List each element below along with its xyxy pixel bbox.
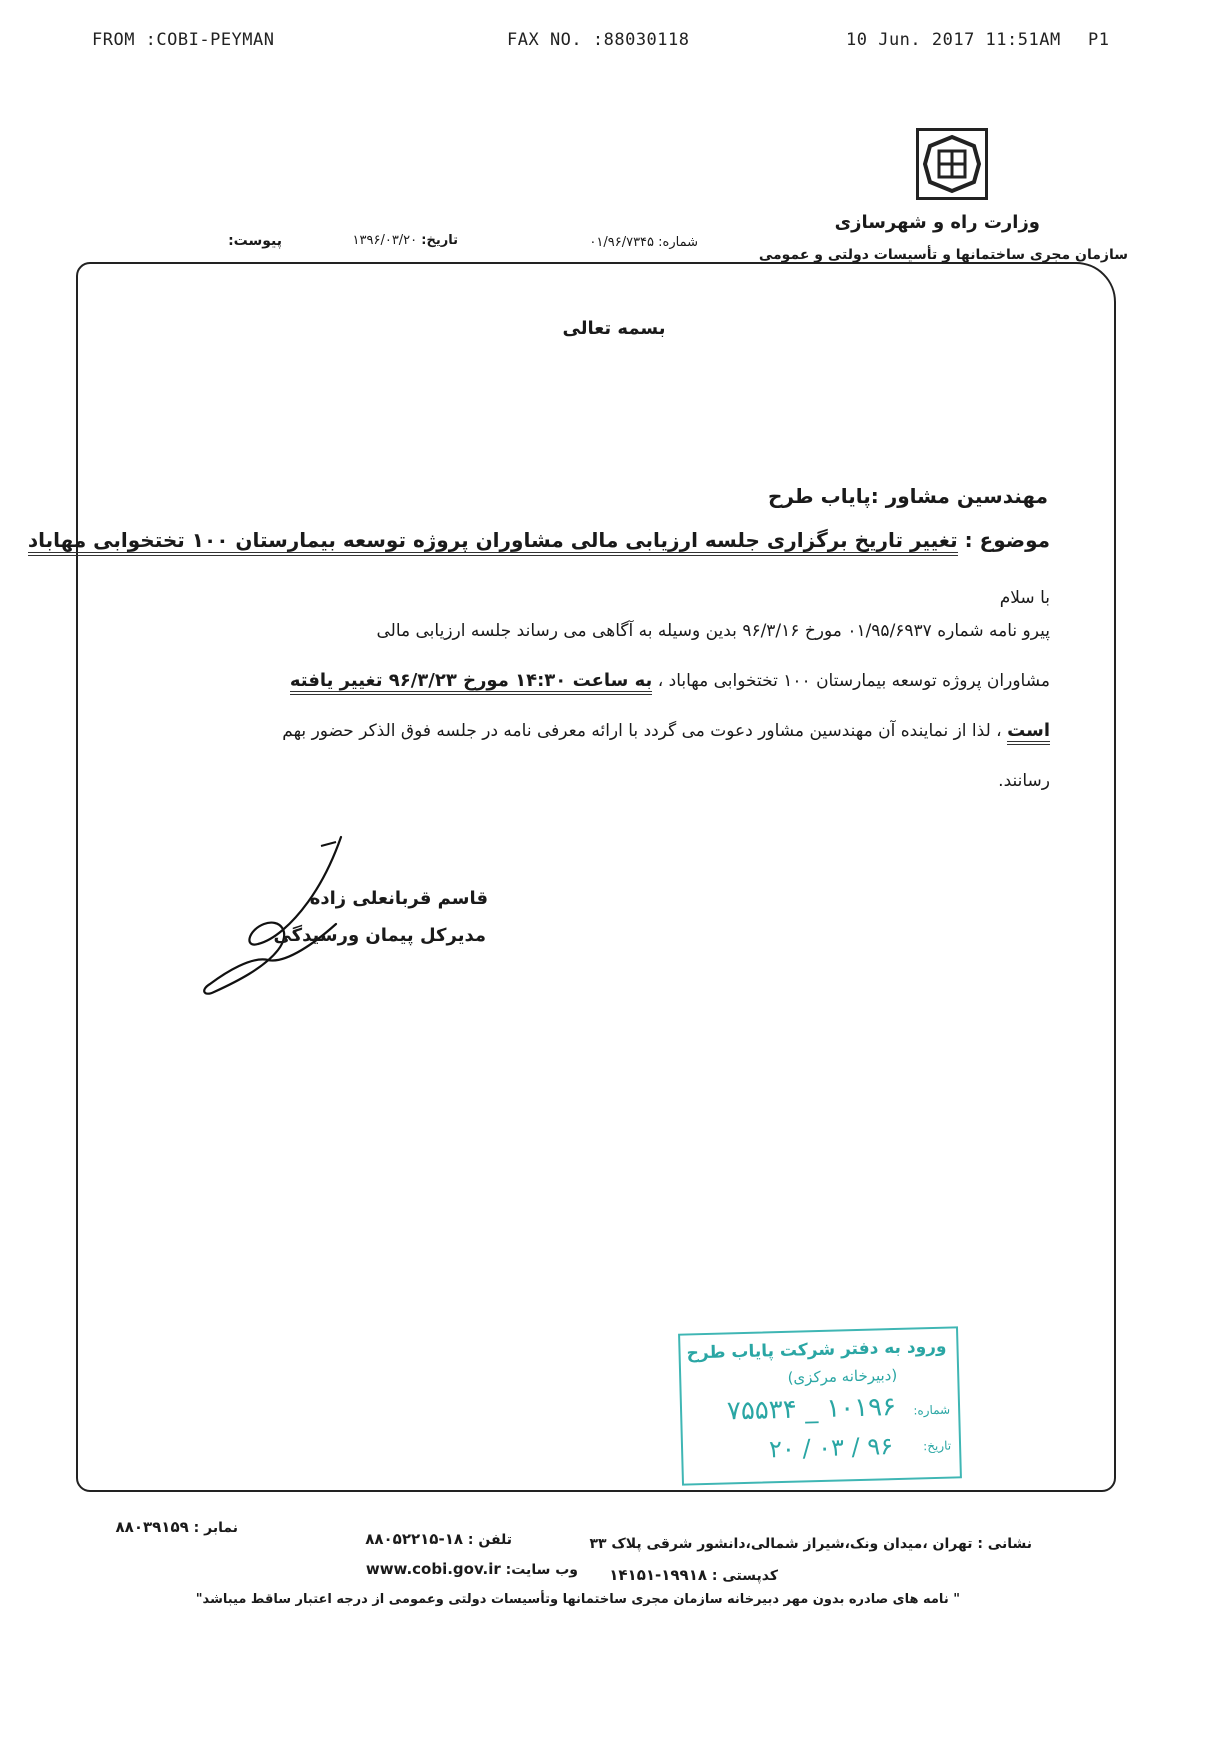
- handwritten-signature: [196, 832, 356, 1000]
- footer-postal-value: ۱۹۹۱۸-۱۴۱۵۱: [609, 1566, 708, 1584]
- fax-page: P1: [1088, 30, 1110, 50]
- signatory-name: قاسم قربانعلی زاده: [309, 888, 488, 909]
- ministry-emblem-icon: [919, 131, 985, 197]
- recipient: مهندسین مشاور :پایاب طرح: [767, 484, 1048, 508]
- receipt-stamp: [678, 1326, 962, 1485]
- stamp-title: ورود به دفتر شرکت پایاب طرح: [686, 1336, 947, 1364]
- letter-number-value: ۰۱/۹۶/۷۳۴۵: [589, 235, 655, 250]
- letter-date-label: تاریخ:: [421, 233, 458, 248]
- stamp-date-label: تاریخ:: [922, 1438, 952, 1454]
- fax-from: FROM :COBI-PEYMAN: [92, 30, 275, 50]
- footer-phone-value: ۱۸-۸۸۰۵۲۲۱۵: [365, 1530, 463, 1548]
- greeting: با سلام: [999, 588, 1050, 608]
- stamp-date-value: ۹۶ / ۰۳ / ۲۰: [768, 1432, 894, 1464]
- footer-postal-label: کدپستی :: [711, 1568, 778, 1584]
- stamp-subtitle: (دبیرخانه مرکزی): [787, 1365, 898, 1387]
- letter-date: [353, 233, 458, 248]
- footer-website: [366, 1560, 578, 1578]
- footer-fax-label: نمابر :: [193, 1520, 238, 1536]
- fax-number: FAX NO. :88030118: [507, 30, 690, 50]
- footer-website-label: وب سایت:: [505, 1562, 578, 1578]
- letter-number: [589, 235, 698, 250]
- footer-fax: [116, 1518, 238, 1536]
- body-line-1: پیرو نامه شماره ۰۱/۹۵/۶۹۳۷ مورخ ۹۶/۳/۱۶ بدین وسیله به آگاهی می رساند جلسه ارزیابی مالی: [376, 621, 1050, 641]
- footer-phone: [365, 1530, 512, 1548]
- stamp-number-value: ۱۰۱۹۶ _ ۷۵۵۳۴: [726, 1392, 897, 1427]
- body-line-2-a: مشاوران پروژه توسعه بیمارستان ۱۰۰ تختخوابی مهاباد ،: [657, 671, 1050, 691]
- subject-text: تغییر تاریخ برگزاری جلسه ارزیابی مالی مشاوران پروژه توسعه بیمارستان ۱۰۰ تختخوابی مهاباد: [28, 528, 958, 556]
- body-line-2: [170, 656, 1050, 706]
- invocation: بسمه تعالی: [562, 318, 666, 339]
- body-line-4: رسانند.: [998, 771, 1050, 791]
- subject-line: [28, 528, 1050, 552]
- footer-phone-label: تلفن :: [467, 1532, 512, 1548]
- footer-notice: " نامه های صادره بدون مهر دبیرخانه سازمان مجری ساختمانها وتأسیسات دولتی وعمومی از درجه اعتبار ساقط میباشد": [195, 1592, 960, 1607]
- letter-number-label: شماره:: [658, 235, 698, 250]
- subject-label: موضوع :: [964, 528, 1050, 552]
- organization-name: سازمان مجری ساختمانها و تأسیسات دولتی و عمومی: [758, 247, 1128, 263]
- body-line-3: [170, 706, 1050, 756]
- footer-address: نشانی : تهران ،میدان ونک،شیراز شمالی،دانشور شرقی پلاک ۳۳: [589, 1536, 1032, 1552]
- ministry-logo: [916, 128, 988, 200]
- fax-datetime: 10 Jun. 2017 11:51AM: [846, 30, 1061, 50]
- ministry-name: وزارت راه و شهرسازی: [834, 212, 1040, 233]
- body-paragraph: [170, 606, 1050, 806]
- body-line-3-a: است: [1007, 720, 1050, 745]
- body-line-3-b: ، لذا از نماینده آن مهندسین مشاور دعوت می گردد با ارائه معرفی نامه در جلسه فوق الذکر حضور بهم: [282, 721, 1002, 741]
- stamp-number-label: شماره:: [913, 1402, 951, 1418]
- footer-postal: [609, 1566, 778, 1584]
- footer-fax-value: ۸۸۰۳۹۱۵۹: [115, 1518, 189, 1536]
- body-line-2-b: به ساعت ۱۴:۳۰ مورخ ۹۶/۳/۲۳ تغییر یافته: [290, 670, 653, 695]
- letter-date-value: ۱۳۹۶/۰۳/۲۰: [352, 233, 418, 248]
- letter-attachment-label: پیوست:: [228, 233, 282, 249]
- footer-website-link[interactable]: www.cobi.gov.ir: [365, 1560, 501, 1578]
- signatory-title: مدیرکل پیمان ورسیدگی: [273, 925, 486, 946]
